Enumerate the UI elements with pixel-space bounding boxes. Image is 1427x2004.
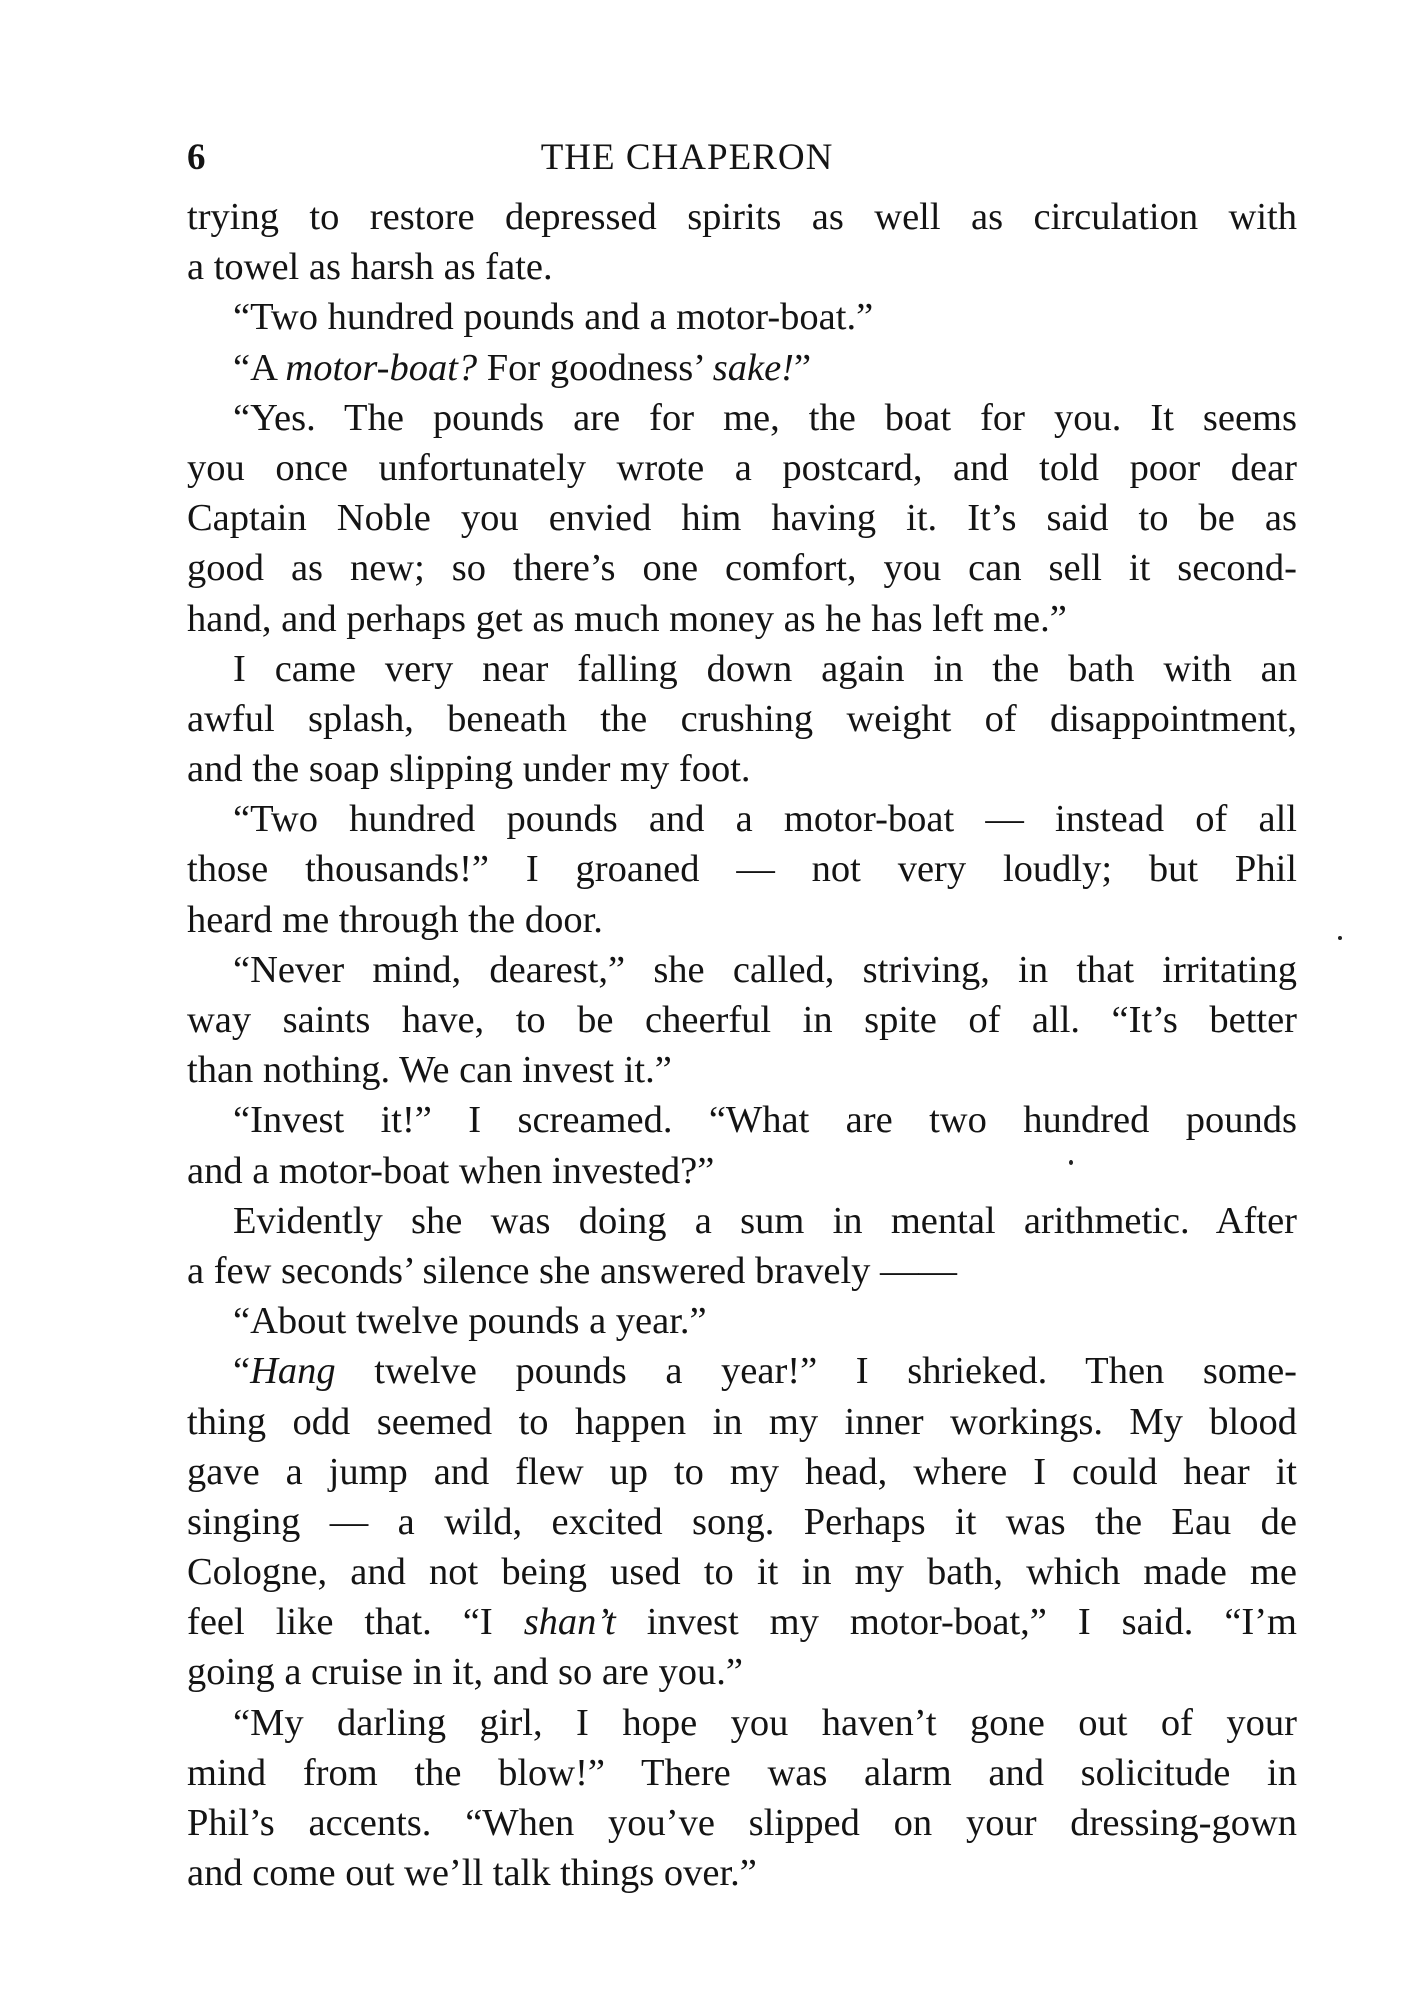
text-run: “About twelve pounds a year.” <box>233 1300 707 1343</box>
text-run: thing odd seemed to happen in my inner workings. My blood <box>187 1400 1297 1443</box>
text-run: I came very near falling down again in the bath with an <box>233 647 1297 690</box>
italic-text: shan’t <box>523 1601 616 1644</box>
text-line <box>187 895 1297 945</box>
text-line <box>187 543 1297 593</box>
text-run: “A <box>233 346 286 389</box>
text-line <box>187 1045 1297 1095</box>
text-run: Phil’s accents. “When you’ve slipped on your dressing-gown <box>187 1802 1297 1844</box>
text-line <box>187 1848 1297 1898</box>
text-run: Cologne, and not being used to it in my bath, which made me <box>187 1551 1297 1594</box>
text-run: going a cruise in it, and so are you.” <box>187 1651 743 1694</box>
text-line <box>187 493 1297 543</box>
page-header <box>187 128 1297 188</box>
ink-speck <box>1069 1160 1073 1165</box>
text-line <box>187 1748 1297 1798</box>
text-run: good as new; so there’s one comfort, you can sell it second- <box>187 547 1297 590</box>
text-line <box>187 1346 1297 1396</box>
text-line <box>187 744 1297 794</box>
text-line <box>187 1196 1297 1246</box>
text-run: a towel as harsh as fate. <box>187 246 553 289</box>
text-line <box>187 1246 1297 1296</box>
text-line <box>187 1798 1297 1848</box>
text-line <box>187 1647 1297 1697</box>
text-line <box>187 242 1297 292</box>
text-run: awful splash, beneath the crushing weight of disappointment, <box>187 697 1297 740</box>
text-line <box>187 192 1297 242</box>
text-line <box>187 594 1297 644</box>
page-number: 6 <box>187 137 206 178</box>
text-run: hand, and perhaps get as much money as he has left me.” <box>187 597 1067 640</box>
text-run: a few seconds’ silence she answered bravely —— <box>187 1249 958 1292</box>
text-run: “ <box>233 1350 251 1393</box>
text-line <box>187 1296 1297 1346</box>
text-run: For goodness’ <box>477 346 713 389</box>
text-line <box>187 1447 1297 1497</box>
text-run: and come out we’ll talk things over.” <box>187 1852 757 1895</box>
text-run: and a motor-boat when invested?” <box>187 1149 715 1192</box>
text-run: Captain Noble you envied him having it. It’s said to be as <box>187 497 1297 540</box>
text-run: singing — a wild, excited song. Perhaps it was the Eau de <box>187 1500 1297 1543</box>
text-line <box>187 644 1297 694</box>
text-run: those thousands!” I groaned — not very loudly; but Phil <box>187 848 1297 891</box>
text-line <box>187 1497 1297 1547</box>
text-line <box>187 844 1297 894</box>
text-line <box>187 1698 1297 1748</box>
text-run: “Two hundred pounds and a motor-boat.” <box>233 296 874 339</box>
italic-text: sake! <box>712 346 794 389</box>
text-run: “Invest it!” I screamed. “What are two hundred pounds <box>233 1099 1297 1142</box>
text-run: than nothing. We can invest it.” <box>187 1049 672 1092</box>
text-run: and the soap slipping under my foot. <box>187 748 751 791</box>
text-run: “My darling girl, I hope you haven’t gone out of your <box>233 1701 1297 1744</box>
text-run: gave a jump and flew up to my head, where I could hear it <box>187 1450 1297 1493</box>
text-line <box>187 1146 1297 1196</box>
text-line <box>187 393 1297 443</box>
italic-text: Hang <box>250 1350 336 1393</box>
text-line <box>187 343 1297 393</box>
text-line <box>187 694 1297 744</box>
body-text <box>187 192 1297 1898</box>
text-run: heard me through the door. <box>187 898 603 941</box>
text-line <box>187 443 1297 493</box>
text-run: twelve pounds a year!” I shrieked. Then some- <box>335 1350 1297 1393</box>
text-run: way saints have, to be cheerful in spite of all. “It’s better <box>187 999 1297 1041</box>
text-run: ” <box>794 346 812 389</box>
text-run: you once unfortunately wrote a postcard, and told poor dear <box>187 446 1297 489</box>
text-line <box>187 794 1297 844</box>
text-run: mind from the blow!” There was alarm and solicitude in <box>187 1751 1297 1794</box>
text-run: Evidently she was doing a sum in mental arithmetic. After <box>233 1199 1297 1242</box>
text-line <box>187 995 1297 1045</box>
italic-text: motor-boat? <box>285 346 478 389</box>
text-run: invest my motor-boat,” I said. “I’m <box>615 1601 1297 1644</box>
ink-speck <box>1338 936 1342 940</box>
text-line <box>187 1095 1297 1145</box>
text-line <box>187 945 1297 995</box>
text-line <box>187 1597 1297 1647</box>
text-run: “Two hundred pounds and a motor-boat — instead of all <box>233 798 1297 841</box>
text-run: “Never mind, dearest,” she called, striving, in that irritating <box>233 948 1297 991</box>
text-line <box>187 1547 1297 1597</box>
text-run: feel like that. “I <box>187 1601 524 1644</box>
text-run: “Yes. The pounds are for me, the boat for you. It seems <box>233 396 1297 439</box>
text-line <box>187 1397 1297 1447</box>
text-line <box>187 292 1297 342</box>
running-title: THE CHAPERON <box>540 137 834 178</box>
text-run: trying to restore depressed spirits as well as circulation with <box>187 196 1297 238</box>
